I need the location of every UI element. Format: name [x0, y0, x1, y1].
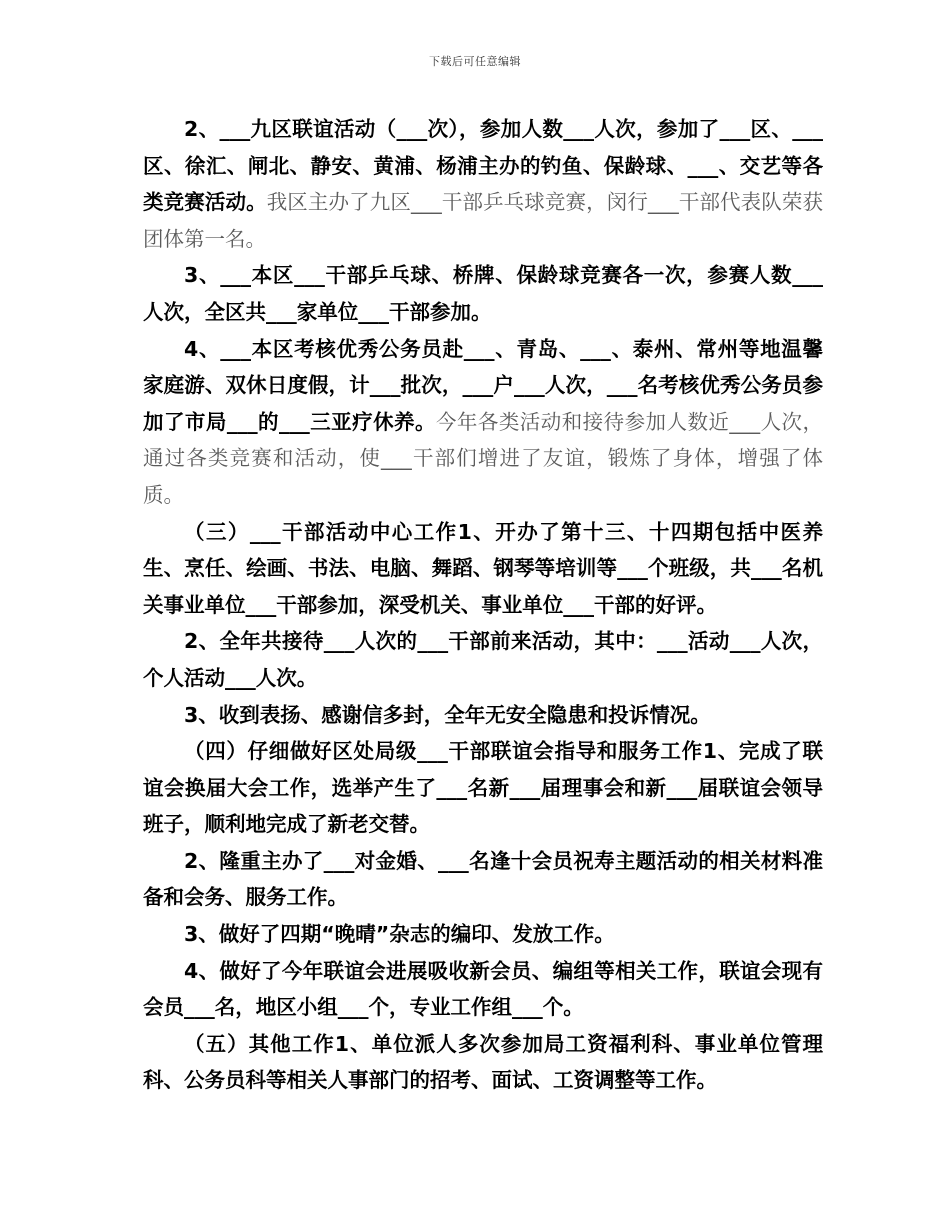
document-body — [143, 111, 823, 1099]
paragraph-bold-text: 4、做好了今年联谊会进展吸收新会员、编组等相关工作，联谊会现有会员___名，地区小组___个，专业工作组___个。 — [143, 958, 823, 1020]
paragraph-bold-text: （四）仔细做好区处局级___干部联谊会指导和服务工作1、完成了联谊会换届大会工作，选举产生了___名新___届理事会和新___届联谊会领导班子，顺利地完成了新老交替。 — [143, 739, 823, 837]
paragraph-bold-text: 2、全年共接待___人次的___干部前来活动，其中：___活动___人次，个人活动___人次。 — [143, 629, 823, 690]
paragraph-bold-text: （三）___干部活动中心工作1、开办了第十三、十四期包括中医养生、烹任、绘画、书法、电脑、舞蹈、钢琴等培训等___个班级，共___名机关事业单位___干部参加，深受机关、事业单位___干部的好评。 — [143, 519, 823, 617]
paragraph-bold-text: （五）其他工作1、单位派人多次参加局工资福利科、事业单位管理科、公务员科等相关人事部门的招考、面试、工资调整等工作。 — [143, 1031, 823, 1093]
paragraph-3 — [143, 331, 823, 514]
paragraph-regular-text: 今年各类活动和接待参加人数近___人次，通过各类竞赛和活动，使___干部们增进了友谊，锻炼了身体，增强了体质。 — [143, 409, 824, 507]
paragraph-5 — [143, 623, 823, 696]
page-header: 下载后可任意编辑 — [429, 55, 521, 68]
paragraph-bold-text: 2、___九区联谊活动（___次），参加人数___人次，参加了___区、___区、徐汇、闸北、静安、黄浦、杨浦主办的钓鱼、保龄球、___、交艺等各类竞赛活动。 — [143, 117, 823, 215]
paragraph-2 — [143, 257, 823, 330]
paragraph-6 — [143, 697, 823, 734]
paragraph-bold-text: 2、隆重主办了___对金婚、___名逢十会员祝寿主题活动的相关材料准备和会务、服务工作。 — [143, 848, 823, 910]
paragraph-bold-text: 3、___本区___干部乒乓球、桥牌、保龄球竞赛各一次，参赛人数___人次，全区共___家单位___干部参加。 — [143, 263, 823, 324]
paragraph-bold-text: 3、收到表扬、感谢信多封，全年无安全隐患和投诉情况。 — [184, 702, 711, 727]
paragraph-1 — [143, 111, 823, 257]
paragraph-regular-text: 我区主办了九区___干部乒乓球竞赛，闵行___干部代表队荣获团体第一名。 — [143, 190, 824, 251]
paragraph-bold-text: 4、___本区考核优秀公务员赴___、青岛、___、泰州、常州等地温馨家庭游、双休日度假，计___批次，___户___人次，___名考核优秀公务员参加了市局___的___三亚疗休养。 — [143, 336, 823, 434]
paragraph-11 — [143, 1026, 823, 1099]
paragraph-8 — [143, 843, 823, 916]
paragraph-bold-text: 3、做好了四期“晚晴”杂志的编印、发放工作。 — [184, 922, 615, 947]
paragraph-9 — [143, 916, 823, 953]
paragraph-10 — [143, 953, 823, 1026]
paragraph-4 — [143, 514, 823, 624]
paragraph-7 — [143, 733, 823, 843]
